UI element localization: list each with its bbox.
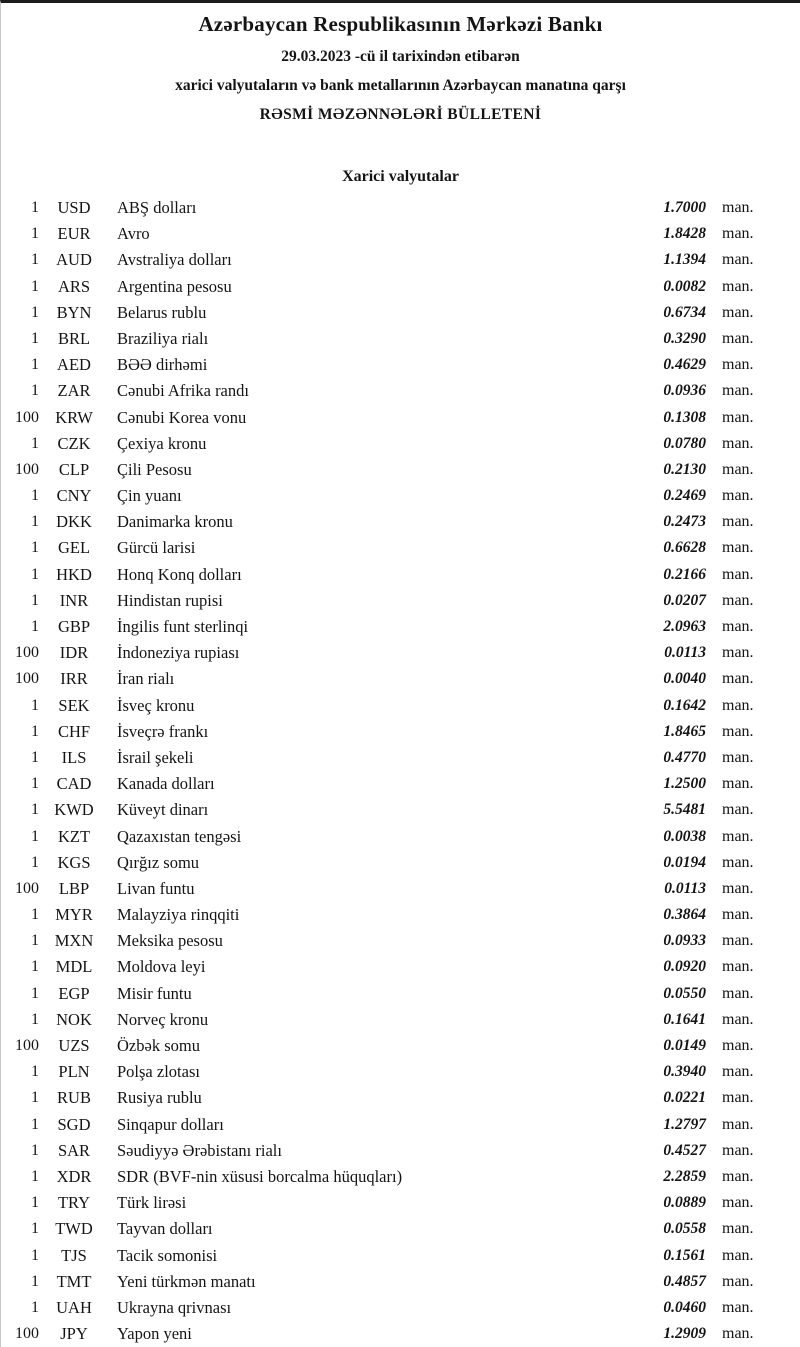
rate-row bbox=[1, 535, 764, 561]
row-code: CLP bbox=[58, 459, 90, 479]
row-code: TMT bbox=[56, 1271, 92, 1291]
row-code: UAH bbox=[56, 1297, 92, 1317]
rate-row bbox=[1, 693, 764, 719]
row-rate: 0.1308 bbox=[663, 408, 706, 426]
rate-row bbox=[1, 1112, 764, 1138]
row-name: Səudiyyə Ərəbistanı rialı bbox=[117, 1140, 282, 1160]
row-name: İngilis funt sterlinqi bbox=[117, 617, 249, 636]
row-rate: 0.2130 bbox=[663, 460, 706, 478]
row-name: Tayvan dolları bbox=[117, 1219, 213, 1239]
row-code: JPY bbox=[60, 1324, 88, 1344]
row-rate: 0.0113 bbox=[664, 879, 706, 897]
row-code: TRY bbox=[57, 1193, 91, 1213]
rate-row bbox=[1, 588, 764, 614]
row-name: Livan funtu bbox=[117, 878, 195, 898]
row-name: Ukrayna qrivnası bbox=[117, 1297, 232, 1317]
rate-row bbox=[1, 195, 764, 221]
rate-row bbox=[1, 771, 764, 797]
row-name: ABŞ dolları bbox=[117, 198, 197, 217]
row-rate: 1.7000 bbox=[663, 199, 706, 216]
row-code: RUB bbox=[57, 1088, 91, 1108]
row-rate: 5.5481 bbox=[663, 801, 706, 819]
row-unit: man. bbox=[722, 329, 754, 347]
row-qty: 1 bbox=[31, 382, 39, 400]
row-name: Qırğız somu bbox=[117, 852, 200, 872]
rate-row bbox=[1, 352, 764, 378]
row-code: PLN bbox=[58, 1062, 90, 1082]
row-unit: man. bbox=[722, 958, 754, 976]
row-qty: 100 bbox=[15, 1325, 39, 1343]
row-rate: 0.0936 bbox=[663, 382, 706, 400]
row-rate: 1.1394 bbox=[663, 251, 706, 269]
row-name: Danimarka kronu bbox=[117, 512, 233, 532]
bulletin-header bbox=[1, 3, 800, 124]
row-qty: 1 bbox=[31, 251, 39, 269]
row-name: Çexiya kronu bbox=[117, 433, 207, 453]
row-code: GEL bbox=[57, 538, 91, 558]
row-name: Braziliya rialı bbox=[117, 328, 209, 348]
row-unit: man. bbox=[722, 1010, 754, 1028]
rate-row bbox=[1, 928, 764, 954]
row-unit: man. bbox=[722, 382, 754, 400]
row-rate: 0.2166 bbox=[663, 565, 706, 583]
rate-row bbox=[1, 981, 764, 1007]
rate-row bbox=[1, 1321, 764, 1347]
row-code: IDR bbox=[59, 643, 89, 663]
row-qty: 1 bbox=[31, 1194, 39, 1212]
row-name: Belarus rublu bbox=[117, 302, 207, 322]
row-code: GBP bbox=[57, 617, 91, 636]
rates-table bbox=[1, 195, 800, 1347]
row-rate: 0.6734 bbox=[663, 303, 706, 321]
row-rate: 1.2797 bbox=[663, 1115, 706, 1133]
row-qty: 1 bbox=[31, 984, 39, 1002]
row-qty: 1 bbox=[31, 1167, 39, 1185]
row-name: Cənubi Afrika randı bbox=[117, 381, 249, 401]
row-unit: man. bbox=[722, 1298, 754, 1316]
row-qty: 1 bbox=[31, 827, 39, 845]
row-name: SDR (BVF-nin xüsusi borcalma hüquqları) bbox=[117, 1166, 403, 1186]
row-name: İsveçrə frankı bbox=[117, 721, 209, 741]
row-rate: 0.0920 bbox=[663, 958, 706, 976]
row-qty: 1 bbox=[31, 434, 39, 452]
rate-row bbox=[1, 876, 764, 902]
rate-row bbox=[1, 1295, 764, 1321]
row-unit: man. bbox=[722, 775, 754, 793]
row-name: Polşa zlotası bbox=[117, 1062, 200, 1082]
row-rate: 1.2500 bbox=[663, 775, 706, 793]
row-unit: man. bbox=[722, 1194, 754, 1212]
row-code: BRL bbox=[57, 328, 91, 348]
row-name: Avstraliya dolları bbox=[117, 250, 232, 270]
row-rate: 0.4770 bbox=[663, 748, 706, 766]
row-code: CZK bbox=[57, 433, 91, 453]
row-unit: man. bbox=[722, 618, 754, 635]
rate-row bbox=[1, 221, 764, 247]
row-name: Özbək somu bbox=[117, 1036, 200, 1055]
row-unit: man. bbox=[722, 303, 754, 321]
row-code: CAD bbox=[56, 774, 92, 794]
rate-row bbox=[1, 405, 764, 431]
row-unit: man. bbox=[722, 1167, 754, 1185]
row-unit: man. bbox=[722, 1141, 754, 1159]
row-unit: man. bbox=[722, 539, 754, 557]
row-qty: 1 bbox=[31, 1063, 39, 1081]
row-rate: 0.0149 bbox=[663, 1037, 706, 1054]
row-unit: man. bbox=[722, 1063, 754, 1081]
section-title-foreign-currencies: Xarici valyutalar bbox=[342, 168, 459, 185]
row-unit: man. bbox=[722, 434, 754, 452]
row-code: MDL bbox=[55, 957, 93, 977]
scope-line: xarici valyutaların və bank metallarının Azərbaycan manatına qarşı bbox=[175, 77, 626, 94]
row-code: IRR bbox=[60, 669, 88, 689]
row-qty: 1 bbox=[31, 329, 39, 347]
row-unit: man. bbox=[722, 1089, 754, 1107]
row-unit: man. bbox=[722, 696, 754, 714]
row-code: KRW bbox=[55, 407, 93, 427]
row-qty: 1 bbox=[31, 801, 39, 819]
row-code: ZAR bbox=[57, 381, 91, 401]
row-code: EGP bbox=[58, 983, 90, 1003]
row-qty: 1 bbox=[31, 591, 39, 609]
row-unit: man. bbox=[722, 644, 754, 662]
row-unit: man. bbox=[722, 460, 754, 478]
row-qty: 100 bbox=[15, 879, 39, 897]
row-unit: man. bbox=[722, 1220, 754, 1238]
row-qty: 1 bbox=[31, 722, 39, 740]
row-name: İsveç kronu bbox=[117, 695, 195, 715]
row-qty: 1 bbox=[31, 1141, 39, 1159]
rate-row bbox=[1, 326, 764, 352]
row-code: ILS bbox=[61, 747, 87, 767]
row-code: ARS bbox=[57, 276, 91, 296]
rate-row bbox=[1, 1190, 764, 1216]
row-name: Qazaxıstan tengəsi bbox=[117, 826, 242, 846]
row-qty: 1 bbox=[31, 1089, 39, 1107]
row-unit: man. bbox=[722, 565, 754, 583]
rate-row bbox=[1, 850, 764, 876]
row-code: MYR bbox=[55, 905, 93, 925]
row-name: Tacik somonisi bbox=[117, 1245, 218, 1265]
row-name: BƏƏ dirhəmi bbox=[117, 355, 208, 375]
row-rate: 0.4527 bbox=[663, 1141, 706, 1159]
row-code: MXN bbox=[54, 931, 94, 951]
rate-row bbox=[1, 1243, 764, 1269]
rate-row bbox=[1, 509, 764, 535]
row-qty: 1 bbox=[31, 853, 39, 871]
row-qty: 100 bbox=[15, 644, 39, 662]
row-unit: man. bbox=[722, 801, 754, 819]
row-rate: 0.0194 bbox=[663, 853, 706, 871]
row-qty: 1 bbox=[31, 513, 39, 531]
row-name: Norveç kronu bbox=[117, 1009, 209, 1029]
rate-row bbox=[1, 1007, 764, 1033]
row-qty: 100 bbox=[15, 408, 39, 426]
row-unit: man. bbox=[722, 906, 754, 924]
rate-row bbox=[1, 483, 764, 509]
row-unit: man. bbox=[722, 356, 754, 374]
row-qty: 1 bbox=[31, 958, 39, 976]
row-code: UZS bbox=[58, 1036, 90, 1055]
row-qty: 1 bbox=[31, 565, 39, 583]
row-rate: 0.0558 bbox=[663, 1220, 706, 1238]
row-unit: man. bbox=[722, 251, 754, 269]
row-unit: man. bbox=[722, 408, 754, 426]
row-name: Türk lirəsi bbox=[117, 1193, 187, 1213]
row-name: Misir funtu bbox=[117, 983, 192, 1003]
row-unit: man. bbox=[722, 722, 754, 740]
row-unit: man. bbox=[722, 199, 754, 216]
row-qty: 1 bbox=[31, 1246, 39, 1264]
row-qty: 100 bbox=[15, 670, 39, 688]
rate-row bbox=[1, 300, 764, 326]
row-name: Küveyt dinarı bbox=[117, 800, 209, 820]
rate-row bbox=[1, 1033, 764, 1059]
row-name: Çin yuanı bbox=[117, 486, 182, 506]
rate-row bbox=[1, 1216, 764, 1242]
rate-row bbox=[1, 378, 764, 404]
rate-row bbox=[1, 562, 764, 588]
rate-row bbox=[1, 1059, 764, 1085]
row-qty: 1 bbox=[31, 696, 39, 714]
row-rate: 1.2909 bbox=[663, 1325, 706, 1343]
row-unit: man. bbox=[722, 1037, 754, 1054]
row-rate: 0.0780 bbox=[663, 434, 706, 452]
row-code: TJS bbox=[61, 1245, 87, 1265]
row-rate: 2.2859 bbox=[663, 1167, 706, 1185]
rate-row bbox=[1, 666, 764, 692]
row-code: DKK bbox=[56, 512, 92, 532]
row-name: Moldova leyi bbox=[117, 957, 206, 977]
row-name: Yapon yeni bbox=[117, 1324, 192, 1344]
rate-row bbox=[1, 797, 764, 823]
row-code: USD bbox=[57, 198, 91, 217]
row-qty: 1 bbox=[31, 487, 39, 505]
row-code: CHF bbox=[57, 721, 91, 741]
row-rate: 0.0038 bbox=[663, 827, 706, 845]
row-rate: 0.0221 bbox=[663, 1089, 706, 1107]
row-name: Meksika pesosu bbox=[117, 931, 223, 951]
row-code: LBP bbox=[58, 878, 90, 898]
row-code: SAR bbox=[57, 1140, 91, 1160]
row-rate: 0.2473 bbox=[663, 513, 706, 531]
row-code: KZT bbox=[57, 826, 91, 846]
row-qty: 1 bbox=[31, 932, 39, 950]
row-code: AUD bbox=[56, 250, 92, 270]
row-code: AED bbox=[57, 355, 91, 375]
rate-row bbox=[1, 824, 764, 850]
row-name: Kanada dolları bbox=[117, 774, 215, 794]
row-code: KGS bbox=[57, 852, 91, 872]
row-unit: man. bbox=[722, 1325, 754, 1343]
row-unit: man. bbox=[722, 1272, 754, 1290]
row-name: İndoneziya rupiası bbox=[117, 643, 240, 663]
row-rate: 0.4629 bbox=[663, 356, 706, 374]
row-unit: man. bbox=[722, 225, 754, 243]
effective-date-line: 29.03.2023 -cü il tarixindən etibarən bbox=[281, 48, 520, 65]
row-rate: 0.1561 bbox=[663, 1246, 706, 1264]
rate-row bbox=[1, 1138, 764, 1164]
row-code: KWD bbox=[54, 800, 94, 820]
row-unit: man. bbox=[722, 984, 754, 1002]
rate-row bbox=[1, 1269, 764, 1295]
rate-row bbox=[1, 1164, 764, 1190]
row-rate: 0.0933 bbox=[663, 932, 706, 950]
row-rate: 0.0207 bbox=[663, 591, 706, 609]
row-rate: 0.0040 bbox=[663, 670, 706, 688]
row-unit: man. bbox=[722, 932, 754, 950]
row-rate: 0.0550 bbox=[663, 984, 706, 1002]
row-name: Yeni türkmən manatı bbox=[117, 1271, 256, 1291]
row-qty: 1 bbox=[31, 199, 39, 216]
row-rate: 1.8428 bbox=[663, 225, 706, 243]
row-name: Honq Konq dolları bbox=[117, 564, 242, 584]
row-qty: 1 bbox=[31, 277, 39, 295]
rate-row bbox=[1, 431, 764, 457]
row-unit: man. bbox=[722, 670, 754, 688]
row-qty: 100 bbox=[15, 1037, 39, 1054]
row-name: İsrail şekeli bbox=[117, 747, 194, 767]
bulletin-title: RƏSMİ MƏZƏNNƏLƏRİ BÜLLETENİ bbox=[259, 106, 542, 123]
rate-row bbox=[1, 274, 764, 300]
row-unit: man. bbox=[722, 1246, 754, 1264]
row-qty: 100 bbox=[15, 460, 39, 478]
row-rate: 2.0963 bbox=[663, 618, 706, 635]
row-name: Avro bbox=[117, 224, 150, 244]
row-name: Malayziya rinqqiti bbox=[117, 905, 240, 925]
row-name: Rusiya rublu bbox=[117, 1088, 202, 1108]
row-rate: 0.0082 bbox=[663, 277, 706, 295]
row-rate: 0.3940 bbox=[663, 1063, 706, 1081]
row-code: HKD bbox=[56, 564, 92, 584]
row-rate: 0.0460 bbox=[663, 1298, 706, 1316]
row-code: XDR bbox=[56, 1166, 92, 1186]
rate-row bbox=[1, 745, 764, 771]
row-code: CNY bbox=[56, 486, 92, 506]
row-qty: 1 bbox=[31, 906, 39, 924]
bank-title: Azərbaycan Respublikasının Mərkəzi Bankı bbox=[198, 12, 603, 36]
rate-row bbox=[1, 719, 764, 745]
row-qty: 1 bbox=[31, 1298, 39, 1316]
row-code: TWD bbox=[55, 1219, 93, 1239]
row-name: Argentina pesosu bbox=[117, 276, 232, 296]
row-name: Gürcü larisi bbox=[117, 538, 196, 558]
rate-row bbox=[1, 902, 764, 928]
row-name: İran rialı bbox=[117, 669, 175, 689]
row-unit: man. bbox=[722, 879, 754, 897]
row-rate: 0.2469 bbox=[663, 487, 706, 505]
row-qty: 1 bbox=[31, 1272, 39, 1290]
rate-row bbox=[1, 1085, 764, 1111]
row-unit: man. bbox=[722, 1115, 754, 1133]
row-unit: man. bbox=[722, 513, 754, 531]
row-rate: 0.0889 bbox=[663, 1194, 706, 1212]
row-rate: 0.3290 bbox=[663, 329, 706, 347]
row-qty: 1 bbox=[31, 1115, 39, 1133]
row-qty: 1 bbox=[31, 303, 39, 321]
row-name: Sinqapur dolları bbox=[117, 1114, 224, 1134]
rate-row bbox=[1, 954, 764, 980]
rate-row bbox=[1, 640, 764, 666]
row-unit: man. bbox=[722, 853, 754, 871]
rate-row bbox=[1, 614, 764, 640]
row-unit: man. bbox=[722, 591, 754, 609]
row-qty: 1 bbox=[31, 356, 39, 374]
row-code: INR bbox=[59, 590, 89, 610]
row-name: Hindistan rupisi bbox=[117, 590, 223, 610]
row-qty: 1 bbox=[31, 225, 39, 243]
row-code: NOK bbox=[56, 1009, 92, 1029]
row-unit: man. bbox=[722, 277, 754, 295]
row-qty: 1 bbox=[31, 539, 39, 557]
rate-row bbox=[1, 247, 764, 273]
row-rate: 1.8465 bbox=[663, 722, 706, 740]
row-code: SEK bbox=[58, 695, 90, 715]
row-rate: 0.1641 bbox=[663, 1010, 706, 1028]
row-rate: 0.3864 bbox=[663, 906, 706, 924]
row-name: Cənubi Korea vonu bbox=[117, 407, 247, 427]
row-qty: 1 bbox=[31, 748, 39, 766]
row-code: BYN bbox=[56, 302, 92, 322]
row-rate: 0.4857 bbox=[663, 1272, 706, 1290]
row-code: EUR bbox=[57, 224, 91, 244]
row-qty: 1 bbox=[31, 618, 39, 635]
row-unit: man. bbox=[722, 827, 754, 845]
row-name: Çili Pesosu bbox=[117, 459, 192, 479]
row-unit: man. bbox=[722, 487, 754, 505]
row-unit: man. bbox=[722, 748, 754, 766]
row-rate: 0.6628 bbox=[663, 539, 706, 557]
row-code: SGD bbox=[57, 1114, 91, 1134]
row-qty: 1 bbox=[31, 775, 39, 793]
row-rate: 0.0113 bbox=[664, 644, 706, 662]
row-qty: 1 bbox=[31, 1220, 39, 1238]
row-rate: 0.1642 bbox=[663, 696, 706, 714]
rate-row bbox=[1, 457, 764, 483]
row-qty: 1 bbox=[31, 1010, 39, 1028]
